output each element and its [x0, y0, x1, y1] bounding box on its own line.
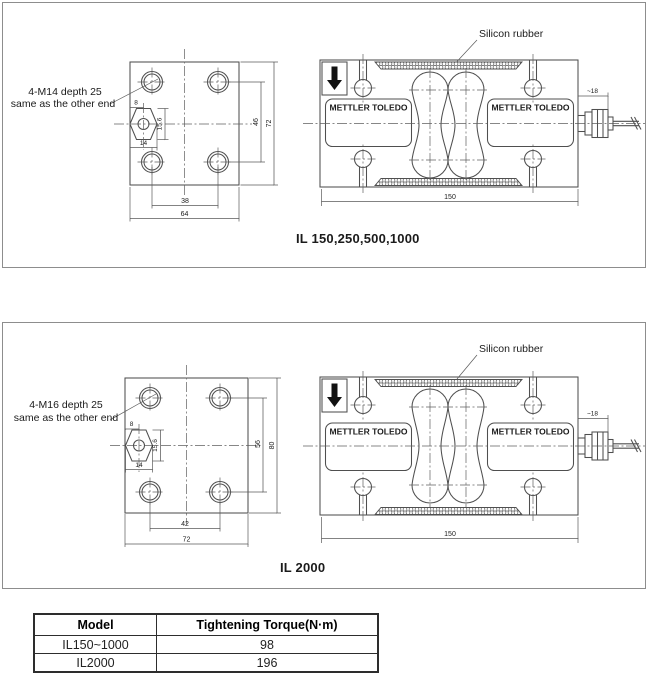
dim-hex-width: 14	[139, 140, 148, 147]
silicon-rubber-strip	[375, 380, 522, 387]
bolt-slot	[521, 54, 546, 104]
dim-bolt-spacing-y: 46	[253, 118, 260, 126]
il2000-side-view	[303, 343, 645, 543]
table-cell-model: IL150~1000	[34, 636, 157, 654]
mounting-hole	[204, 68, 233, 97]
table-cell-torque: 196	[157, 654, 379, 673]
dim-gland: ~18	[586, 410, 599, 418]
load-direction-arrow-icon	[322, 62, 347, 95]
mounting-hole	[206, 384, 235, 413]
dim-bolt-spacing-x: 38	[181, 198, 189, 205]
cable-gland	[578, 93, 641, 138]
caption-il150: IL 150,250,500,1000	[296, 231, 420, 246]
il150-plate-view	[11, 49, 278, 222]
silicon-rubber-label: Silicon rubber	[479, 28, 544, 40]
bolt-slot	[351, 371, 376, 421]
mounting-hole	[136, 478, 165, 507]
table-header-row	[34, 614, 378, 636]
table-header-model: Model	[34, 614, 157, 636]
dim-plate-height: 80	[269, 441, 276, 450]
dim-hex-height: 15.6	[152, 439, 159, 452]
table-cell-model: IL2000	[34, 654, 157, 673]
bolt-slot	[521, 143, 546, 193]
table-cell-torque: 98	[157, 636, 379, 654]
dim-plate-width: 64	[180, 211, 189, 218]
bolt-slot	[351, 471, 376, 521]
bolt-slot	[351, 143, 376, 193]
dim-body-length: 150	[444, 194, 456, 201]
thread-note-line1: 4-M16 depth 25	[29, 399, 103, 411]
dim-hex-width: 14	[135, 462, 143, 469]
dim-gland: ~18	[586, 88, 599, 96]
brand-label: METTLER TOLEDO	[329, 426, 408, 437]
il2000-plate-view	[14, 365, 281, 547]
bolt-slot	[521, 471, 546, 521]
dim-hex-height: 15.6	[156, 117, 164, 131]
dim-body-length: 150	[444, 531, 456, 538]
thread-note-line2: same as the other end	[10, 98, 116, 110]
thread-note-line2: same as the other end	[13, 412, 119, 424]
silicon-rubber-strip	[375, 179, 522, 186]
silicon-rubber-label: Silicon rubber	[479, 343, 544, 355]
dim-plate-width: 72	[182, 536, 191, 544]
leader-line	[457, 40, 477, 62]
dim-plate-height: 72	[266, 119, 273, 128]
table-row	[34, 654, 378, 673]
table-row	[34, 636, 378, 654]
brand-label: METTLER TOLEDO	[329, 102, 408, 113]
bolt-slot	[351, 54, 376, 104]
dim-hex-offset: 8	[129, 421, 134, 428]
mounting-hole	[206, 478, 235, 507]
caption-il2000: IL 2000	[280, 560, 326, 575]
silicon-rubber-strip	[375, 62, 522, 69]
leader-line	[457, 355, 477, 379]
cable-gland	[578, 415, 641, 460]
silicon-rubber-strip	[375, 508, 522, 515]
table-header-torque: Tightening Torque(N·m)	[157, 614, 379, 636]
tightening-torque-table	[33, 613, 379, 673]
dim-hex-offset: 8	[134, 99, 138, 107]
dim-bolt-spacing-x: 42	[181, 521, 189, 528]
dim-bolt-spacing-y: 56	[255, 440, 262, 448]
brand-label: METTLER TOLEDO	[491, 426, 570, 437]
brand-label: METTLER TOLEDO	[491, 102, 570, 113]
bolt-slot	[521, 371, 546, 421]
il150-side-view	[303, 28, 645, 206]
thread-note-line1: 4-M14 depth 25	[28, 86, 102, 98]
mounting-hole	[136, 384, 165, 413]
load-direction-arrow-icon	[322, 379, 347, 412]
